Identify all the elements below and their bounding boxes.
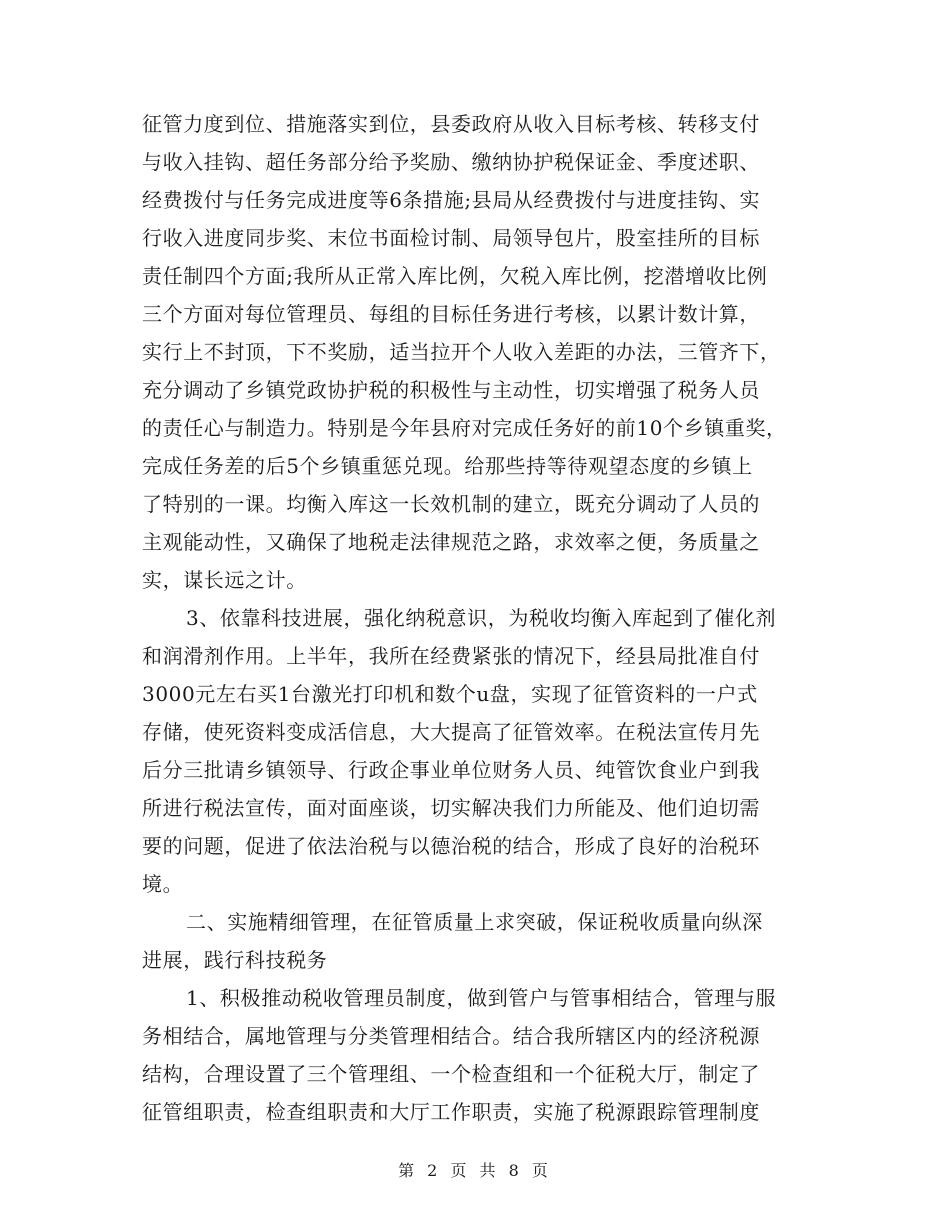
paragraph-line: 3000元左右买1台激光打印机和数个u盘，实现了征管资料的一户式 bbox=[142, 682, 758, 706]
paragraph-line: 完成任务差的后5个乡镇重惩兑现。给那些持等待观望态度的乡镇上 bbox=[142, 454, 753, 478]
paragraph-line: 经费拨付与任务完成进度等6条措施;县局从经费拨付与进度挂钩、实 bbox=[142, 188, 761, 212]
paragraph-line: 境。 bbox=[142, 872, 184, 896]
section-heading-line: 二、实施精细管理，在征管质量上求突破，保证税收质量向纵深 bbox=[186, 910, 763, 934]
paragraph-line: 后分三批请乡镇领导、行政企事业单位财务人员、纯管饮食业户到我 bbox=[142, 758, 760, 782]
paragraph-line: 存储，使死资料变成活信息，大大提高了征管效率。在税法宣传月先 bbox=[142, 720, 760, 744]
paragraph-line: 主观能动性，又确保了地税走法律规范之路，求效率之便，务质量之 bbox=[142, 530, 760, 554]
paragraph-line: 所进行税法宣传，面对面座谈，切实解决我们力所能及、他们迫切需 bbox=[142, 796, 760, 820]
page-number-footer: 第 2 页 共 8 页 bbox=[398, 1161, 552, 1180]
paragraph-line: 务相结合，属地管理与分类管理相结合。结合我所辖区内的经济税源 bbox=[142, 1024, 760, 1048]
paragraph-line: 要的问题，促进了依法治税与以德治税的结合，形成了良好的治税环 bbox=[142, 834, 760, 858]
section-heading-line: 进展，践行科技税务 bbox=[142, 948, 328, 972]
paragraph-line: 和润滑剂作用。上半年，我所在经费紧张的情况下，经县局批准自付 bbox=[142, 644, 760, 668]
paragraph-line: 实，谋长远之计。 bbox=[142, 568, 307, 592]
paragraph-line: 了特别的一课。均衡入库这一长效机制的建立，既充分调动了人员的 bbox=[142, 492, 760, 516]
paragraph-line: 1、积极推动税收管理员制度，做到管户与管事相结合，管理与服 bbox=[186, 986, 777, 1010]
paragraph-line: 充分调动了乡镇党政协护税的积极性与主动性，切实增强了税务人员 bbox=[142, 378, 760, 402]
paragraph-line: 征管组职责，检查组职责和大厅工作职责，实施了税源跟踪管理制度 bbox=[142, 1100, 760, 1124]
paragraph-line: 行收入进度同步奖、末位书面检讨制、局领导包片，股室挂所的目标 bbox=[142, 226, 760, 250]
paragraph-line: 实行上不封顶，下不奖励，适当拉开个人收入差距的办法，三管齐下， bbox=[142, 340, 781, 364]
paragraph-line: 三个方面对每位管理员、每组的目标任务进行考核，以累计数计算， bbox=[142, 302, 760, 326]
paragraph-line: 的责任心与制造力。特别是今年县府对完成任务好的前10个乡镇重奖， bbox=[142, 416, 787, 440]
paragraph-line: 与收入挂钩、超任务部分给予奖励、缴纳协护税保证金、季度述职、 bbox=[142, 150, 760, 174]
paragraph-line: 征管力度到位、措施落实到位，县委政府从收入目标考核、转移支付 bbox=[142, 112, 760, 136]
paragraph-line: 结构，合理设置了三个管理组、一个检查组和一个征税大厅，制定了 bbox=[142, 1062, 760, 1086]
paragraph-line: 3、依靠科技进展，强化纳税意识，为税收均衡入库起到了催化剂 bbox=[186, 606, 777, 630]
paragraph-line: 责任制四个方面;我所从正常入库比例，欠税入库比例，挖潜增收比例 bbox=[142, 264, 768, 288]
